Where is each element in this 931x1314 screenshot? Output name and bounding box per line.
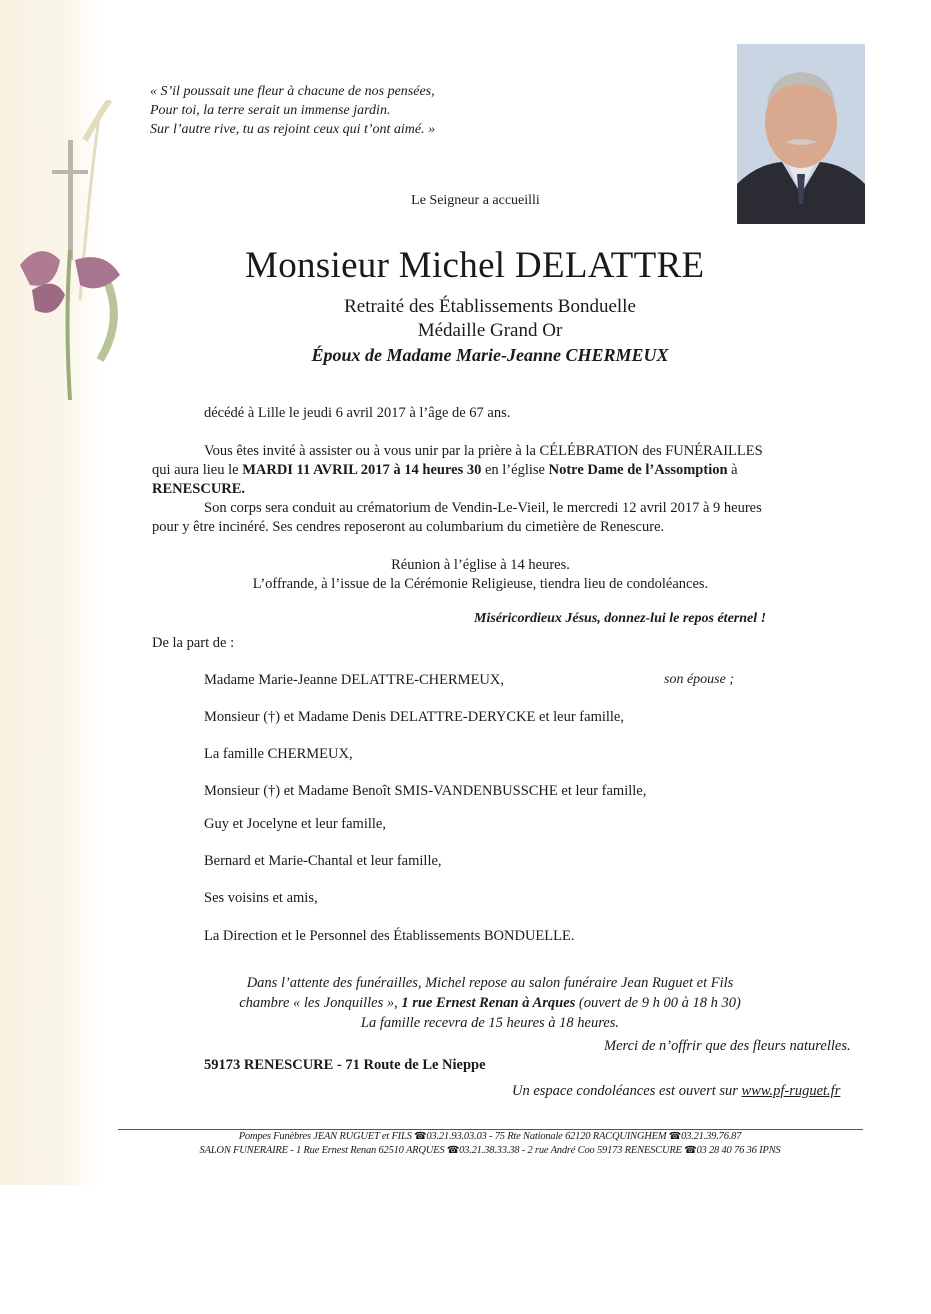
- footer-line-2: [0, 1145, 931, 1156]
- family-member: La Direction et le Personnel des Établissements BONDUELLE.: [204, 928, 575, 944]
- rest-text: chambre « les Jonquilles »,: [239, 995, 402, 1011]
- lily-flower-1: [20, 251, 60, 286]
- rest-address: 1 rue Ernest Renan à Arques: [401, 995, 576, 1011]
- subtitle-medal: Médaille Grand Or: [417, 320, 563, 341]
- reunion-line: Réunion à l’église à 14 heures.: [391, 557, 570, 573]
- funeral-paragraph: [152, 442, 862, 499]
- family-address: 59173 RENESCURE - 71 Route de Le Nieppe: [204, 1057, 486, 1073]
- cross-horizontal: [52, 170, 88, 174]
- funeral-line-3: [152, 480, 862, 499]
- phone-icon: ☎: [414, 1131, 427, 1142]
- footer-text: 03.21.93.03.03 - 75 Rte Nationale 62120 RACQUINGHEM: [426, 1131, 669, 1142]
- quote-line: Sur l’autre rive, tu as rejoint ceux qui t’ont aimé. »: [150, 122, 436, 137]
- footer-text: 03.21.39.76.87: [681, 1131, 742, 1142]
- rest-line-3: La famille recevra de 15 heures à 18 heures.: [360, 1015, 620, 1031]
- condolences-text: Un espace condoléances est ouvert sur: [512, 1083, 742, 1099]
- condolences-link[interactable]: www.pf-ruguet.fr: [741, 1083, 841, 1099]
- footer-text: 03 28 40 76 36 IPNS: [696, 1145, 781, 1156]
- family-member: Ses voisins et amis,: [204, 890, 318, 906]
- offering-line: L’offrande, à l’issue de la Cérémonie Religieuse, tiendra lieu de condoléances.: [252, 576, 709, 592]
- family-member: Madame Marie-Jeanne DELATTRE-CHERMEUX,: [204, 672, 504, 688]
- funeral-town: RENESCURE.: [152, 481, 246, 497]
- funeral-line-2: [152, 461, 862, 480]
- prayer-line: Miséricordieux Jésus, donnez-lui le repos éternel !: [474, 611, 767, 626]
- spouse-relation: son épouse ;: [664, 672, 734, 687]
- funeral-date: MARDI 11 AVRIL 2017 à 14 heures 30: [242, 462, 482, 478]
- footer-line-1: [0, 1131, 931, 1142]
- rest-line-1: Dans l’attente des funérailles, Michel repose au salon funéraire Jean Ruguet et Fils: [246, 975, 734, 991]
- subtitle-retirement: Retraité des Établissements Bonduelle: [344, 296, 636, 317]
- funeral-text: à: [727, 462, 738, 478]
- from-label: De la part de :: [152, 635, 235, 651]
- lily-flower-3: [75, 257, 120, 288]
- footer-divider: [118, 1129, 863, 1130]
- cremation-paragraph: [152, 499, 862, 537]
- quote-line: Pour toi, la terre serait un immense jardin.: [150, 103, 391, 118]
- family-member: Monsieur (†) et Madame Benoît SMIS-VANDENBUSSCHE et leur famille,: [204, 783, 647, 799]
- cremation-line-1: Son corps sera conduit au crématorium de Vendin-Le-Vieil, le mercredi 12 avril 2017 à 9 heures: [204, 500, 762, 516]
- rest-hours: (ouvert de 9 h 00 à 18 h 30): [575, 995, 741, 1011]
- deceased-name: Monsieur Michel DELATTRE: [245, 245, 705, 286]
- funeral-text: qui aura lieu le: [152, 462, 243, 478]
- footer-text: Pompes Funèbres JEAN RUGUET et FILS: [238, 1131, 415, 1142]
- intro-text: Le Seigneur a accueilli: [411, 193, 540, 208]
- flowers-note: Merci de n’offrir que des fleurs naturelles.: [604, 1038, 851, 1054]
- family-member: Bernard et Marie-Chantal et leur famille,: [204, 853, 442, 869]
- phone-icon: ☎: [668, 1131, 682, 1142]
- phone-icon: ☎: [446, 1145, 460, 1156]
- condolences-line: [512, 1083, 840, 1100]
- footer-text: SALON FUNERAIRE - 1 Rue Ernest Renan 62510 ARQUES: [199, 1145, 447, 1156]
- funeral-text: en l’église: [481, 462, 549, 478]
- death-notice: décédé à Lille le jeudi 6 avril 2017 à l’âge de 67 ans.: [204, 405, 511, 421]
- family-member: Monsieur (†) et Madame Denis DELATTRE-DERYCKE et leur famille,: [204, 709, 624, 725]
- rest-info: [0, 973, 931, 1033]
- spouse-line: Époux de Madame Marie-Jeanne CHERMEUX: [311, 345, 669, 365]
- family-member: Guy et Jocelyne et leur famille,: [204, 816, 386, 832]
- footer-text: 03.21.38.33.38 - 2 rue André Coo 59173 RENESCURE: [459, 1145, 685, 1156]
- opening-quote: [150, 82, 435, 139]
- funeral-line-1: Vous êtes invité à assister ou à vous unir par la prière à la CÉLÉBRATION des FUNÉRAILLES: [204, 443, 763, 459]
- phone-icon: ☎: [684, 1145, 697, 1156]
- rest-line-2: [0, 993, 931, 1013]
- cremation-line-2: pour y être incinéré. Ses cendres reposeront au columbarium du cimetière de Renescure.: [152, 519, 665, 535]
- quote-line: « S’il poussait une fleur à chacune de nos pensées,: [150, 84, 435, 99]
- family-member: La famille CHERMEUX,: [204, 746, 353, 762]
- funeral-church: Notre Dame de l’Assomption: [548, 462, 728, 478]
